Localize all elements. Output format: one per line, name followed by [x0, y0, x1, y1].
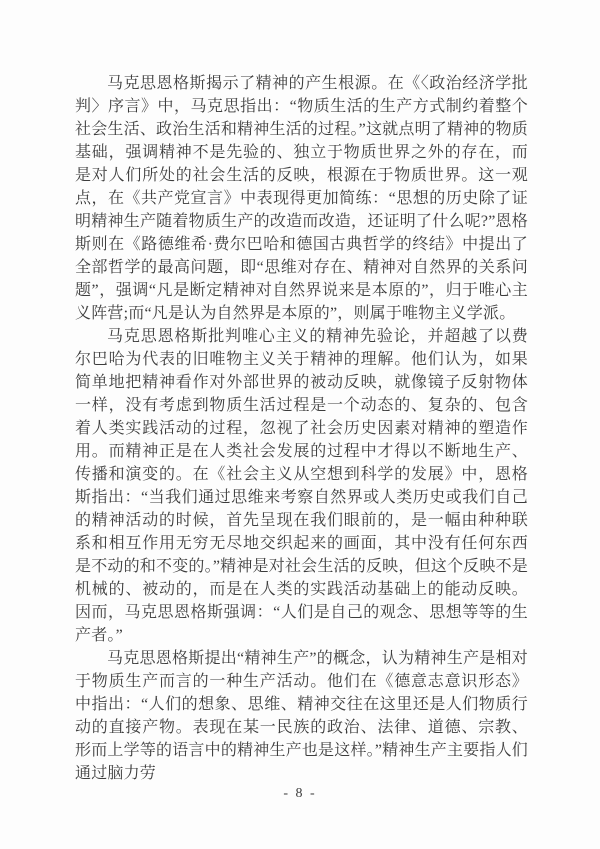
paragraph: 马克思恩格斯揭示了精神的产生根源。在《〈政治经济学批判〉序言》中，马克思指出：“物质生活的生产方式制约着整个社会生活、政治生活和精神生活的过程。”这就点明了精神的物质基础，强调精神不是先验的、独立于物质世界之外的存在，而是对人们所处的社会生活的反映，根源在于物质世界。这一观点，在《共产党宣言》中表现得更加简练：“思想的历史除了证明精神生产随着物质生产的改造而改造，还证明了什么呢?”恩格斯则在《路德维希·费尔巴哈和德国古典哲学的终结》中提出了全部哲学的最高问题，即“思维对存在、精神对自然界的关系问题”，强调“凡是断定精神对自然界说来是本原的”，归于唯心主义阵营;而“凡是认为自然界是本原的”，则属于唯物主义学派。	[75, 75, 528, 322]
paragraph: 马克思恩格斯批判唯心主义的精神先验论，并超越了以费尔巴哈为代表的旧唯物主义关于精神的理解。他们认为，如果简单地把精神看作对外部世界的被动反映，就像镜子反射物体一样，没有考虑到物质生活过程是一个动态的、复杂的、包含着人类实践活动的过程，忽视了社会历史因素对精神的塑造作用。而精神正是在人类社会发展的过程中才得以不断地生产、传播和演变的。在《社会主义从空想到科学的发展》中，恩格斯指出：“当我们通过思维来考察自然界或人类历史或我们自己的精神活动的时候，首先呈现在我们眼前的，是一幅由种种联系和相互作用无穷无尽地交织起来的画面，其中没有任何东西是不动的和不变的。”精神是对社会生活的反映，但这个反映不是机械的、被动的，而是在人类的实践活动基础上的能动反映。因而，马克思恩格斯强调：“人们是自己的观念、思想等等的生产者。”	[75, 328, 528, 644]
document-body	[75, 72, 528, 785]
paragraph: 马克思恩格斯提出“精神生产”的概念，认为精神生产是相对于物质生产而言的一种生产活动。他们在《德意志意识形态》中指出：“人们的想象、思维、精神交往在这里还是人们物质行动的直接产物。表现在某一民族的政治、法律、道德、宗教、形而上学等的语言中的精神生产也是这样。”精神生产主要指人们通过脑力劳	[75, 650, 528, 782]
page-number-footer: - 8 -	[283, 786, 317, 801]
